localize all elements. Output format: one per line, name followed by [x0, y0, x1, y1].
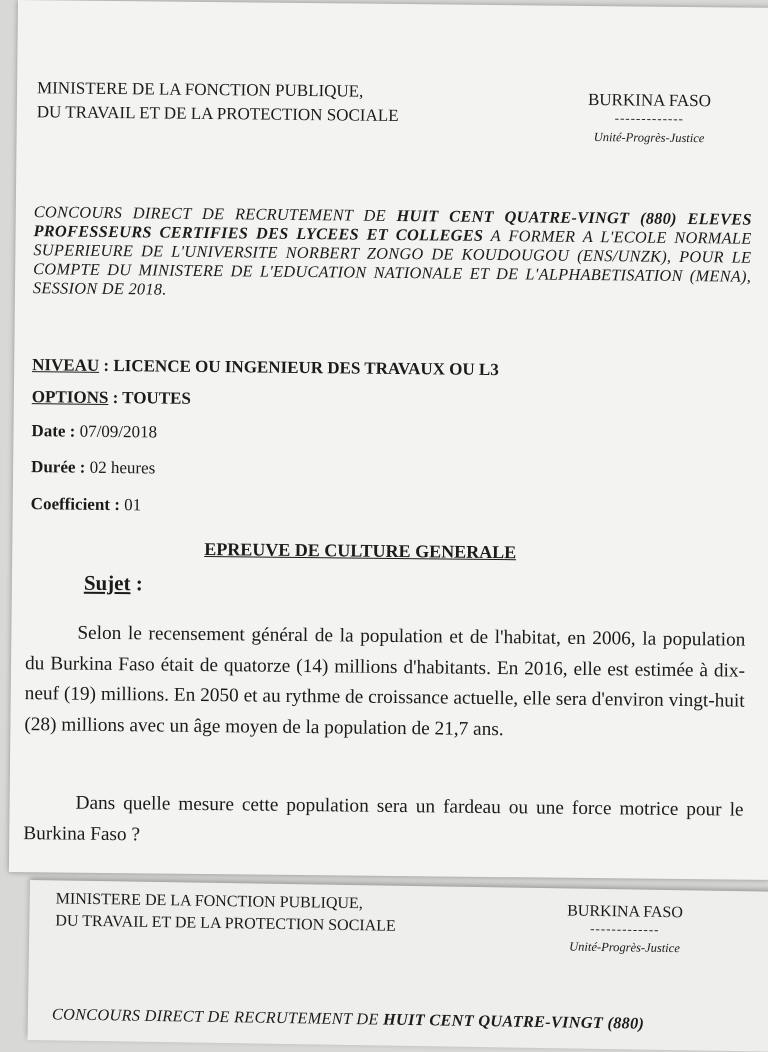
- second-country-name: BURKINA FASO: [567, 902, 684, 922]
- second-ministry-line-1: MINISTERE DE LA FONCTION PUBLIQUE,: [55, 890, 363, 913]
- header-separator: -------------: [614, 110, 685, 126]
- niveau-field: [32, 355, 499, 380]
- ministry-line-2: DU TRAVAIL ET DE LA PROTECTION SOCIALE: [36, 102, 399, 125]
- ministry-header: [37, 76, 399, 128]
- country-header: [562, 90, 738, 147]
- second-concours-start: CONCOURS DIRECT DE RECRUTEMENT DE: [51, 1004, 384, 1029]
- sujet-heading: [84, 571, 143, 597]
- ministry-line-1: MINISTERE DE LA FONCTION PUBLIQUE,: [36, 78, 364, 101]
- subject-paragraph-1: Selon le recensement général de la population et de l'habitat, en 2006, la population du Burkina Faso était de quatorze (14) millions d'habitants. En 2016, elle est estimée à dix-neuf (19) millions. En 2050 et au rythme de croissance actuelle, elle sera d'environ vingt-huit (28) millions avec un âge moyen de la population de 21,7 ans.: [24, 622, 746, 740]
- options-field: [32, 387, 191, 409]
- niveau-value: : LICENCE OU INGENIEUR DES TRAVAUX OU L3: [99, 355, 499, 380]
- date-label: Date :: [31, 421, 80, 441]
- coefficient-field: [31, 494, 142, 515]
- date-field: [31, 421, 157, 442]
- options-label: OPTIONS: [31, 387, 109, 407]
- concours-part-2: HUIT CENT QUATRE-VINGT (880) ELEVES PROFESSEURS CERTIFIES DES LYCEES ET COLLEGES: [33, 205, 752, 245]
- second-exam-sheet: [27, 880, 768, 1052]
- country-name: BURKINA FASO: [587, 89, 712, 111]
- second-ministry-line-2: DU TRAVAIL ET DE LA PROTECTION SOCIALE: [55, 912, 396, 935]
- exam-title: EPREUVE DE CULTURE GENERALE: [204, 538, 517, 563]
- duree-label: Durée :: [31, 457, 90, 477]
- date-value: 07/09/2018: [79, 421, 158, 442]
- duree-value: 02 heures: [89, 457, 156, 478]
- duree-field: [31, 457, 155, 478]
- second-ministry-header: [55, 888, 396, 937]
- second-concours-bold: HUIT CENT QUATRE-VINGT (880): [382, 1009, 645, 1033]
- second-concours-title: [52, 1004, 645, 1032]
- coefficient-label: Coefficient :: [30, 494, 125, 515]
- exam-sheet: [9, 0, 768, 880]
- concours-part-1: CONCOURS DIRECT DE RECRUTEMENT DE: [33, 202, 397, 225]
- sujet-colon: :: [130, 571, 143, 596]
- sujet-label: Sujet: [83, 570, 131, 596]
- options-value: : TOUTES: [108, 387, 192, 408]
- country-motto: Unité-Progrès-Justice: [593, 130, 705, 146]
- concours-part-3: A FORMER A L'ECOLE NORMALE SUPERIEURE DE L'UNIVERSITE NORBERT ZONGO DE KOUDOUGOU (ENS/UNZK), POUR LE COMPTE DU MINISTERE DE L'EDUCATION NATIONALE ET DE L'ALPHABETISATION (MENA), SESSION DE 2018.: [32, 225, 752, 299]
- niveau-label: NIVEAU: [32, 355, 100, 375]
- second-country-header: [537, 902, 713, 957]
- coefficient-value: 01: [124, 495, 142, 515]
- second-country-motto: Unité-Progrès-Justice: [569, 939, 680, 956]
- second-header-separator: -------------: [590, 920, 660, 937]
- concours-title: [33, 202, 752, 305]
- subject-paragraph-2: Dans quelle mesure cette population sera un fardeau ou une force motrice pour le Burkina Faso ?: [23, 792, 744, 845]
